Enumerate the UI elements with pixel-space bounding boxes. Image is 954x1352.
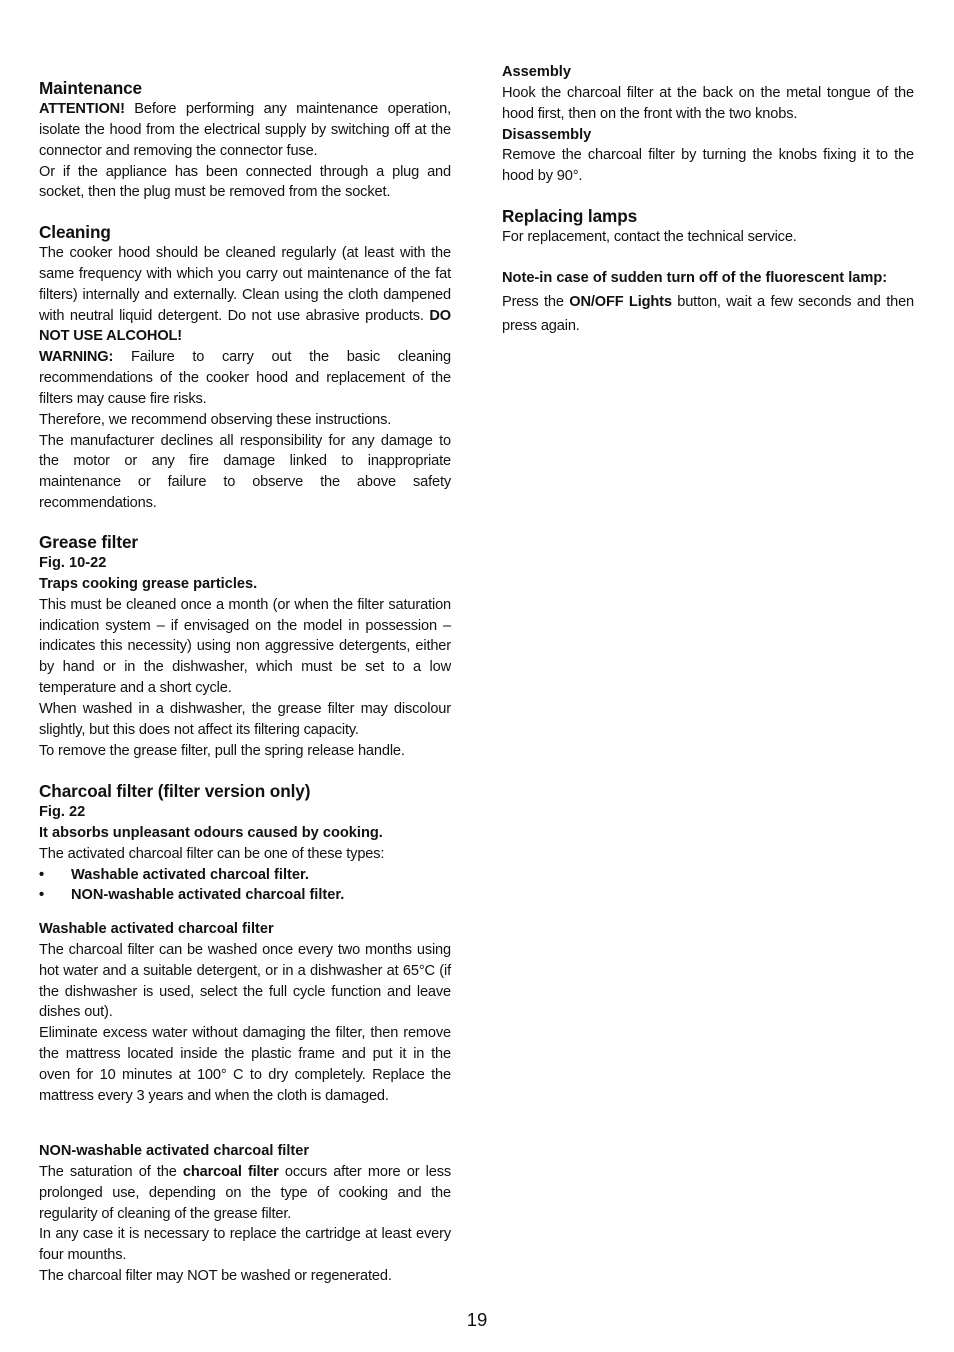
disassembly-heading: Disassembly (502, 126, 592, 143)
replacing-lamps-section (502, 205, 914, 248)
press-bold: ON/OFF Lights (569, 293, 672, 310)
maintenance-heading: Maintenance (39, 78, 143, 98)
attention-text: Before performing any maintenance operation, isolate the hood from the electrical supply by switching off at the connector and removing the connector fuse. (39, 101, 451, 159)
attention-label: ATTENTION! (39, 101, 125, 117)
cleaning-text: The cooker hood should be cleaned regularly (at least with the same frequency with which you carry out maintenance of the fat filters) internally and externally. Clean using the cloth dampened with neutral liquid detergent. Do not use abrasive products. (39, 245, 451, 324)
nonwash-post: occurs after more or less prolonged use, depending on the type of cooking and the regularity of cleaning of the grease filter. (39, 1163, 451, 1222)
lamp-note-paragraph (502, 290, 914, 338)
charcoal-filter-section (39, 780, 451, 906)
charcoal-filter-heading: Charcoal filter (filter version only) (39, 781, 311, 801)
press-pre: Press the (502, 293, 570, 310)
grease-paragraph-1: This must be cleaned once a month (or when the filter saturation indication system – if envisaged on the model in possession – indicates this necessity) using non aggressive detergents, either by hand or in the dishwasher, which must be set to a low temperature and a short cycle. (39, 596, 451, 697)
plug-paragraph: Or if the appliance has been connected through a plug and socket, then the plug must be removed from the socket. (39, 163, 451, 201)
lamps-paragraph: For replacement, contact the technical service. (502, 229, 797, 245)
grease-filter-heading: Grease filter (39, 532, 139, 552)
lamp-note-heading: Note-in case of sudden turn off of the fluorescent lamp: (502, 270, 888, 286)
assembly-section (502, 62, 914, 187)
attention-paragraph (39, 99, 451, 162)
nonwash-bold: charcoal filter (182, 1163, 279, 1180)
grease-paragraph-3: To remove the grease filter, pull the spring release handle. (39, 742, 405, 759)
washable-paragraph-2: Eliminate excess water without damaging the filter, then remove the mattress located inside the plastic frame and put it in the oven for 10 minutes at 100° C to dry completely. Replace the mattress every 3 years and when the cloth is damaged. (39, 1025, 451, 1104)
lamp-note-section (502, 268, 914, 338)
washable-filter-section (39, 919, 451, 1107)
nonwash-pre: The saturation of the (39, 1163, 183, 1180)
charcoal-types-list (39, 865, 451, 907)
recommend-paragraph: Therefore, we recommend observing these instructions. (39, 411, 392, 428)
grease-fig-ref: Fig. 10-22 (39, 555, 107, 571)
nonwashable-filter-section (39, 1141, 451, 1287)
manufacturer-paragraph: The manufacturer declines all responsibility for any damage to the motor or any fire damage linked to inappropriate maintenance or failure to observe the above safety recommendations. (39, 432, 451, 512)
nonwashable-paragraph-1 (39, 1162, 451, 1225)
disassembly-paragraph: Remove the charcoal filter by turning the knobs fixing it to the hood by 90°. (502, 147, 914, 185)
list-item: • Washable activated charcoal filter. (39, 865, 451, 886)
nonwashable-paragraph-2: In any case it is necessary to replace the cartridge at least every four mounths. (39, 1226, 451, 1264)
nonwashable-paragraph-3: The charcoal filter may NOT be washed or regenerated. (39, 1268, 392, 1285)
maintenance-section (39, 77, 451, 203)
grease-filter-section (39, 531, 451, 761)
cleaning-heading: Cleaning (39, 222, 111, 242)
list-item: • NON-washable activated charcoal filter. (39, 885, 451, 906)
grease-traps: Traps cooking grease particles. (39, 575, 258, 592)
assembly-paragraph: Hook the charcoal filter at the back on the metal tongue of the hood first, then on the front with the two knobs. (502, 84, 914, 122)
warning-label: WARNING: (39, 349, 114, 366)
no-alcohol-warning: DO NOT USE ALCOHOL! (39, 307, 451, 345)
charcoal-types-intro: The activated charcoal filter can be one of these types: (39, 845, 385, 862)
warning-paragraph (39, 347, 451, 410)
washable-heading: Washable activated charcoal filter (39, 921, 274, 937)
replacing-lamps-heading: Replacing lamps (502, 206, 638, 226)
charcoal-absorbs: It absorbs unpleasant odours caused by cooking. (39, 824, 383, 841)
cleaning-section (39, 221, 451, 514)
press-post: button, wait a few seconds and then press again. (502, 293, 915, 334)
assembly-heading: Assembly (502, 64, 571, 80)
warning-text: Failure to carry out the basic cleaning recommendations of the cooker hood and replacement of the filters may cause fire risks. (39, 349, 451, 407)
page-number: 19 (466, 1309, 488, 1330)
cleaning-paragraph (39, 243, 451, 347)
grease-paragraph-2: When washed in a dishwasher, the grease filter may discolour slightly, but this does not affect its filtering capacity. (39, 700, 451, 738)
nonwashable-heading: NON-washable activated charcoal filter (39, 1143, 310, 1159)
charcoal-fig-ref: Fig. 22 (39, 804, 86, 820)
washable-paragraph-1: The charcoal filter can be washed once every two months using hot water and a suitable detergent, or in a dishwasher at 65°C (if the dishwasher is used, select the full cycle function and leave dishes out). (39, 941, 451, 1021)
